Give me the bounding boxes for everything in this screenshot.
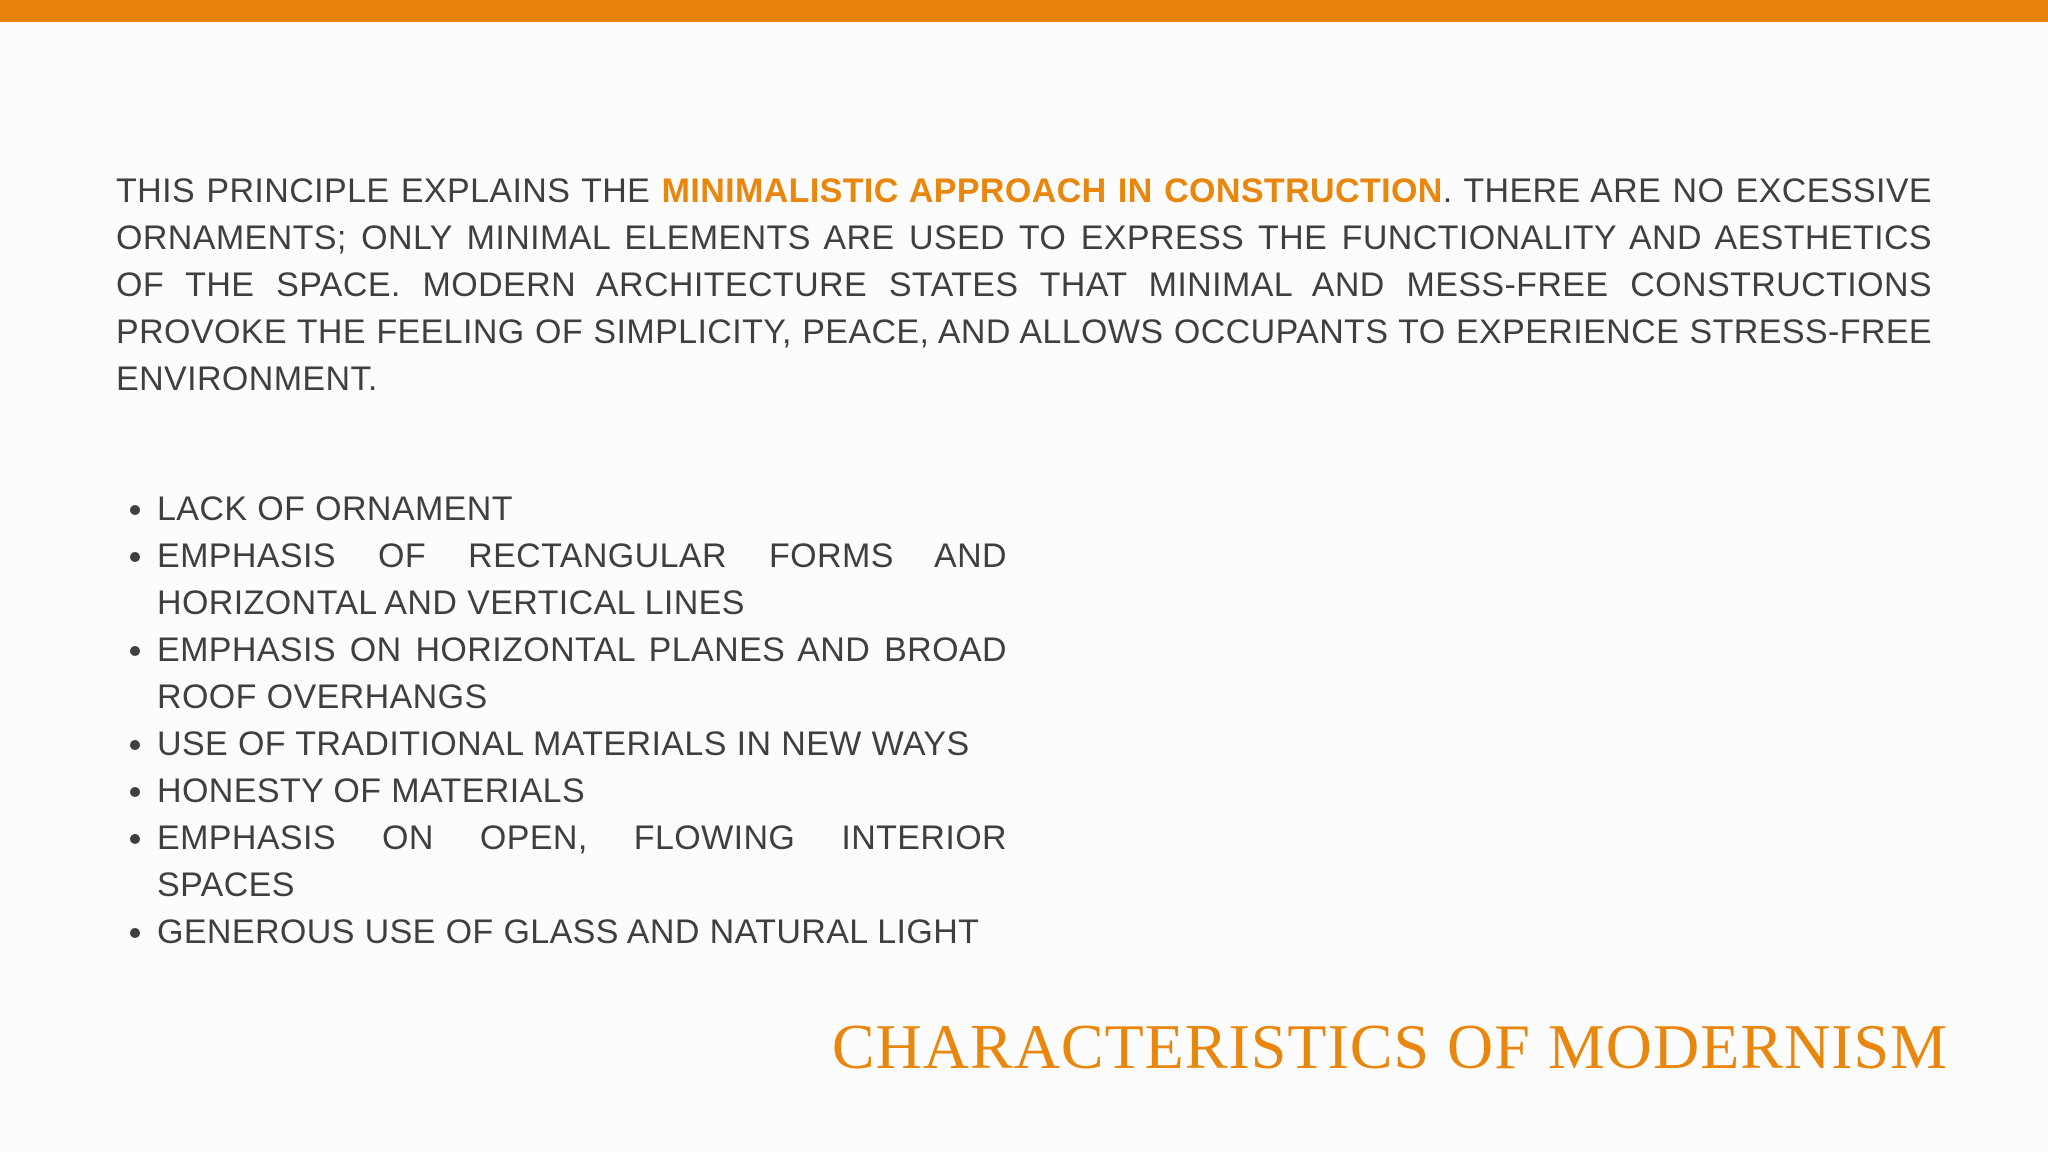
- bullet-dot-icon: [130, 740, 140, 750]
- bullet-dot-icon: [130, 787, 140, 797]
- characteristics-list: [157, 486, 1007, 956]
- list-item-text: USE OF TRADITIONAL MATERIALS IN NEW WAYS: [157, 725, 970, 763]
- list-item: [157, 768, 1007, 815]
- top-accent-bar: [0, 0, 2048, 22]
- bullet-dot-icon: [130, 505, 140, 515]
- list-item: [157, 721, 1007, 768]
- intro-text-end: . THERE ARE NO EXCESSIVE ORNAMENTS; ONLY MINIMAL ELEMENTS ARE USED TO EXPRESS THE FUNCTIONALITY AND AESTHETICS OF THE SPACE. MODERN ARCHITECTURE STATES THAT MINIMAL AND MESS-FREE CONSTRUCTIONS PROVOKE THE FEELING OF SIMPLICITY, PEACE, AND ALLOWS OCCUPANTS TO EXPERIENCE STRESS-FREE ENVIRONMENT.: [116, 172, 1932, 398]
- list-item: [157, 486, 1007, 533]
- list-item-text: LACK OF ORNAMENT: [157, 490, 513, 528]
- list-item-text: HONESTY OF MATERIALS: [157, 772, 586, 810]
- list-item-text: EMPHASIS ON OPEN, FLOWING INTERIOR SPACES: [157, 819, 1007, 904]
- intro-highlight: MINIMALISTIC APPROACH IN CONSTRUCTION: [661, 172, 1443, 210]
- list-item-text: EMPHASIS ON HORIZONTAL PLANES AND BROAD ROOF OVERHANGS: [157, 631, 1007, 716]
- bullet-dot-icon: [130, 928, 140, 938]
- list-item-text: EMPHASIS OF RECTANGULAR FORMS AND HORIZONTAL AND VERTICAL LINES: [157, 537, 1007, 622]
- list-item: [157, 815, 1007, 909]
- slide-title: CHARACTERISTICS OF MODERNISM: [831, 1011, 1948, 1082]
- bullet-dot-icon: [130, 834, 140, 844]
- bullet-dot-icon: [130, 552, 140, 562]
- list-item-text: GENEROUS USE OF GLASS AND NATURAL LIGHT: [157, 913, 980, 951]
- list-item: [157, 909, 1007, 956]
- intro-paragraph: [116, 168, 1932, 403]
- list-item: [157, 533, 1007, 627]
- bullet-dot-icon: [130, 646, 140, 656]
- intro-text-start: THIS PRINCIPLE EXPLAINS THE: [116, 172, 662, 210]
- list-item: [157, 627, 1007, 721]
